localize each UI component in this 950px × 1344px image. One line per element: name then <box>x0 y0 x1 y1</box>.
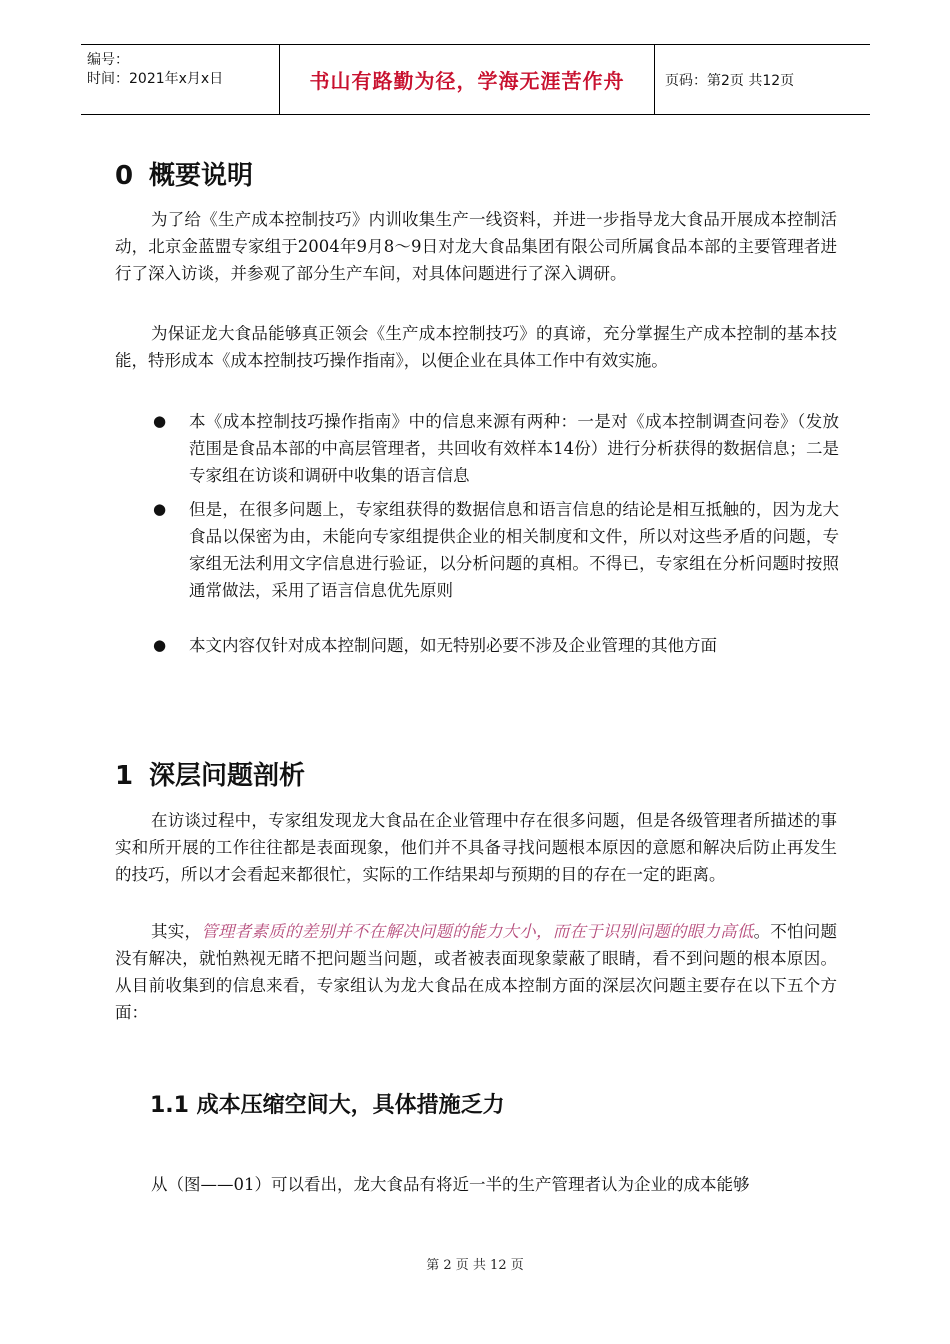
list-item-text: 但是，在很多问题上，专家组获得的数据信息和语言信息的结论是相互抵触的，因为龙大食品以保密为由，未能向专家组提供企业的相关制度和文件，所以对这些矛盾的问题，专家组无法利用文字信息进行验证，以分析问题的真相。不得已，专家组在分析问题时按照通常做法，采用了语言信息优先原则 <box>189 500 839 600</box>
list-item-text: 本文内容仅针对成本控制问题，如无特别必要不涉及企业管理的其他方面 <box>189 636 717 655</box>
bullet-icon: ● <box>153 636 167 654</box>
section-number: 0 <box>115 161 134 191</box>
bullet-icon: ● <box>153 412 167 430</box>
subsection-heading: 1.1 成本压缩空间大，具体措施乏力 <box>150 1093 505 1118</box>
list-item <box>153 496 839 604</box>
list-item <box>153 408 839 489</box>
section-title: 深层问题剖析 <box>149 761 306 791</box>
bullet-icon: ● <box>153 500 167 518</box>
section-number: 1 <box>115 761 134 791</box>
page-header <box>81 44 870 115</box>
section-title: 概要说明 <box>149 161 254 191</box>
paragraph <box>115 918 837 1026</box>
paragraph: 为保证龙大食品能够真正领会《生产成本控制技巧》的真谛，充分掌握生产成本控制的基本技能，特形成本《成本控制技巧操作指南》，以便企业在具体工作中有效实施。 <box>115 324 837 370</box>
list-item-text: 本《成本控制技巧操作指南》中的信息来源有两种：一是对《成本控制调查问卷》（发放范围是食品本部的中高层管理者，共回收有效样本14份）进行分析获得的数据信息；二是专家组在访谈和调研中收集的语言信息 <box>189 412 839 485</box>
paragraph: 为了给《生产成本控制技巧》内训收集生产一线资料，并进一步指导龙大食品开展成本控制活动，北京金蓝盟专家组于2004年9月8～9日对龙大食品集团有限公司所属食品本部的主要管理者进行了深入访谈，并参观了部分生产车间，对具体问题进行了深入调研。 <box>115 210 837 283</box>
paragraph: 从（图——01）可以看出，龙大食品有将近一半的生产管理者认为企业的成本能够 <box>151 1175 750 1194</box>
section-1-heading <box>115 755 305 792</box>
paragraph-start: 其实， <box>151 922 202 941</box>
header-motto: 书山有路勤为径，学海无涯苦作舟 <box>279 45 655 114</box>
section-0-heading <box>115 155 253 192</box>
number-label: 编号： <box>87 52 129 68</box>
highlighted-text: 管理者素质的差别并不在解决问题的能力大小，而在于识别问题的眼力高低 <box>201 922 754 941</box>
header-meta <box>81 45 279 114</box>
paragraph: 在访谈过程中，专家组发现龙大食品在企业管理中存在很多问题，但是各级管理者所描述的事实和所开展的工作往往都是表面现象，他们并不具备寻找问题根本原因的意愿和解决后防止再发生的技巧，所以才会看起来都很忙，实际的工作结果却与预期的目的存在一定的距离。 <box>115 811 837 884</box>
paragraph-end: 。不怕问题没有解决，就怕熟视无睹不把问题当问题，或者被表面现象蒙蔽了眼睛，看不到问题的根本原因。从目前收集到的信息来看，专家组认为龙大食品在成本控制方面的深层次问题主要存在以下五个方面： <box>115 922 838 1022</box>
time-label: 时间：2021年x月x日 <box>87 71 224 87</box>
list-item <box>153 632 839 659</box>
page-footer: 第 2 页 共 12 页 <box>426 1258 524 1273</box>
header-page-code: 页码：第2页 共12页 <box>665 72 795 89</box>
